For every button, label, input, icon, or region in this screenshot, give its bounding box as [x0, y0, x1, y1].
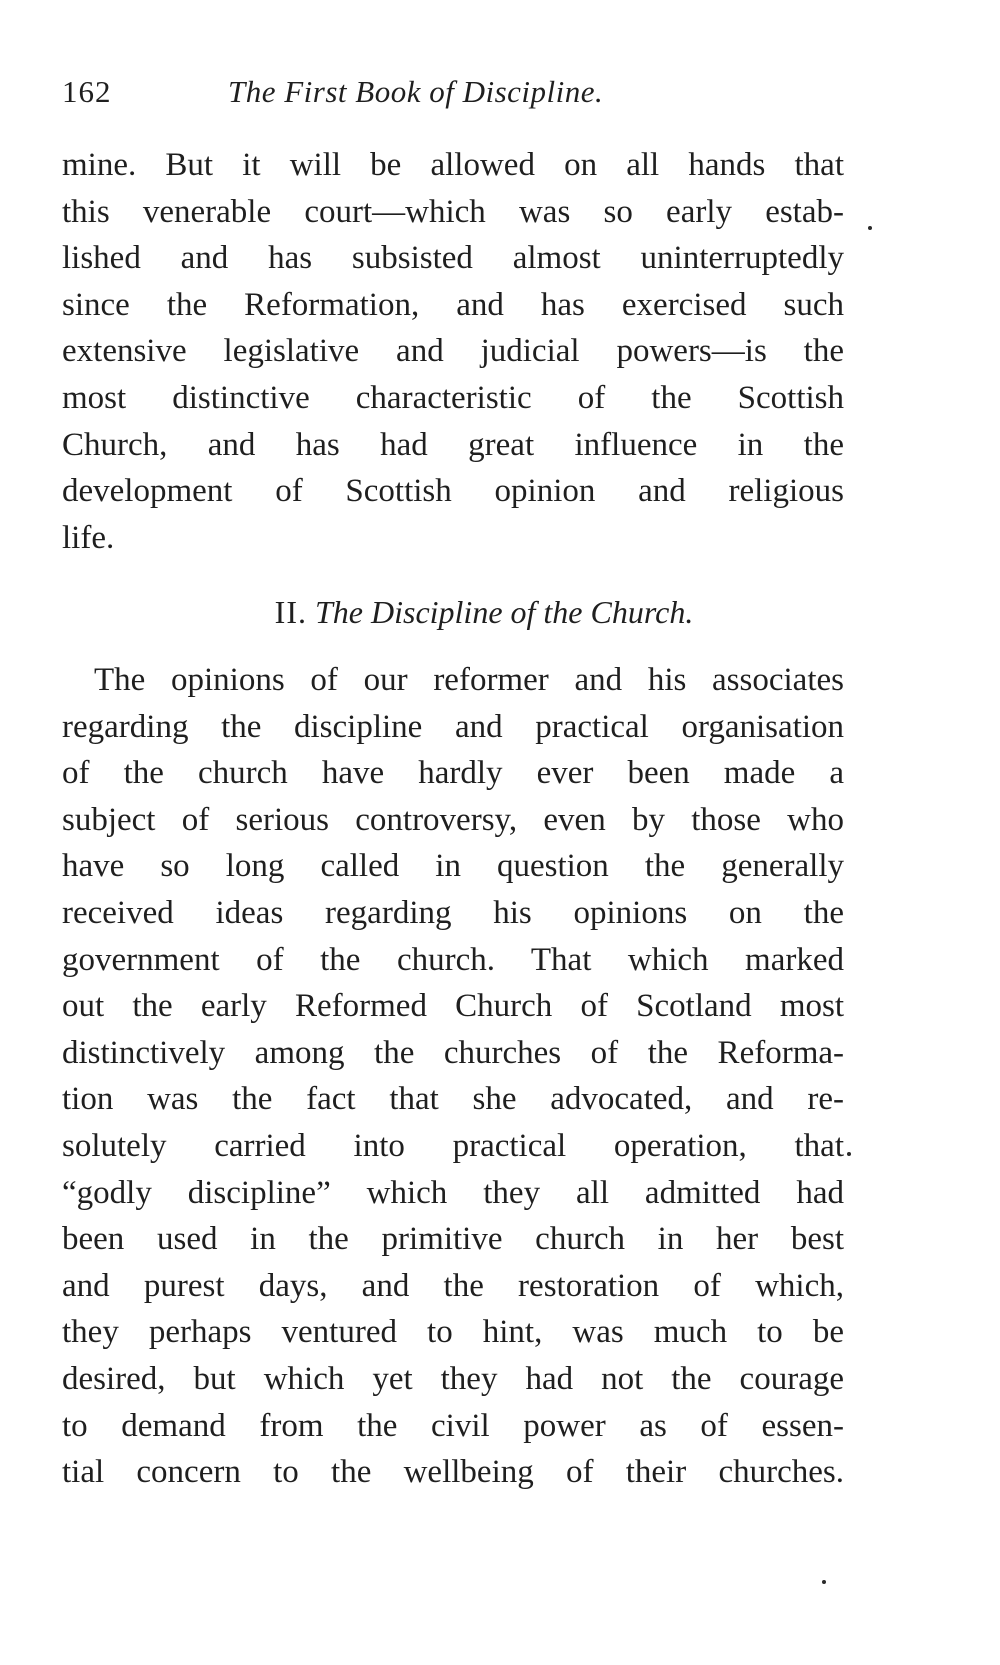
- paragraph-continued: [62, 142, 844, 561]
- page-number: 162: [62, 74, 112, 109]
- section-heading: [0, 590, 968, 634]
- running-title: The First Book of Discipline.: [228, 74, 604, 109]
- text-line: mine. But it will be allowed on all hands that: [62, 147, 844, 183]
- text-line: solutely carried into practical operation, that: [62, 1127, 844, 1164]
- text-line: to demand from the civil power as of essen-: [62, 1407, 844, 1444]
- section-title: The Discipline of the Church.: [314, 594, 694, 630]
- text-line: most distinctive characteristic of the Scottish: [62, 379, 844, 416]
- text-line: extensive legislative and judicial powers—is the: [62, 333, 844, 370]
- text-line: tial concern to the wellbeing of their churches.: [62, 1454, 844, 1491]
- text-line: lished and has subsisted almost uninterruptedly: [62, 240, 844, 277]
- text-line: government of the church. That which marked: [62, 941, 844, 978]
- ink-speck: [847, 1152, 851, 1156]
- text-line: have so long called in question the generally: [62, 848, 844, 885]
- text-line: “godly discipline” which they all admitted had: [62, 1174, 844, 1211]
- running-header: [62, 74, 852, 114]
- text-line: Church, and has had great influence in the: [62, 426, 844, 463]
- text-line: received ideas regarding his opinions on the: [62, 894, 844, 931]
- text-line: and purest days, and the restoration of which,: [62, 1267, 844, 1304]
- paragraph-discipline: [62, 657, 844, 1496]
- text-line: been used in the primitive church in her best: [62, 1221, 844, 1258]
- text-line: since the Reformation, and has exercised such: [62, 286, 844, 323]
- text-line: tion was the fact that she advocated, and re-: [62, 1081, 844, 1118]
- text-line: distinctively among the churches of the Reforma-: [62, 1034, 844, 1071]
- section-numeral: II.: [274, 594, 307, 630]
- text-line: out the early Reformed Church of Scotland most: [62, 988, 844, 1025]
- ink-speck: [822, 1580, 826, 1584]
- text-line: life.: [62, 519, 115, 556]
- text-line: The opinions of our reformer and his associates: [94, 662, 844, 698]
- ink-speck: [868, 226, 872, 230]
- text-line: regarding the discipline and practical organisation: [62, 708, 844, 745]
- text-line: they perhaps ventured to hint, was much to be: [62, 1314, 844, 1351]
- text-line: of the church have hardly ever been made a: [62, 755, 844, 792]
- text-line: development of Scottish opinion and religious: [62, 473, 844, 510]
- text-line: subject of serious controversy, even by those who: [62, 801, 844, 838]
- text-line: desired, but which yet they had not the courage: [62, 1360, 844, 1397]
- text-line: this venerable court—which was so early estab-: [62, 193, 844, 230]
